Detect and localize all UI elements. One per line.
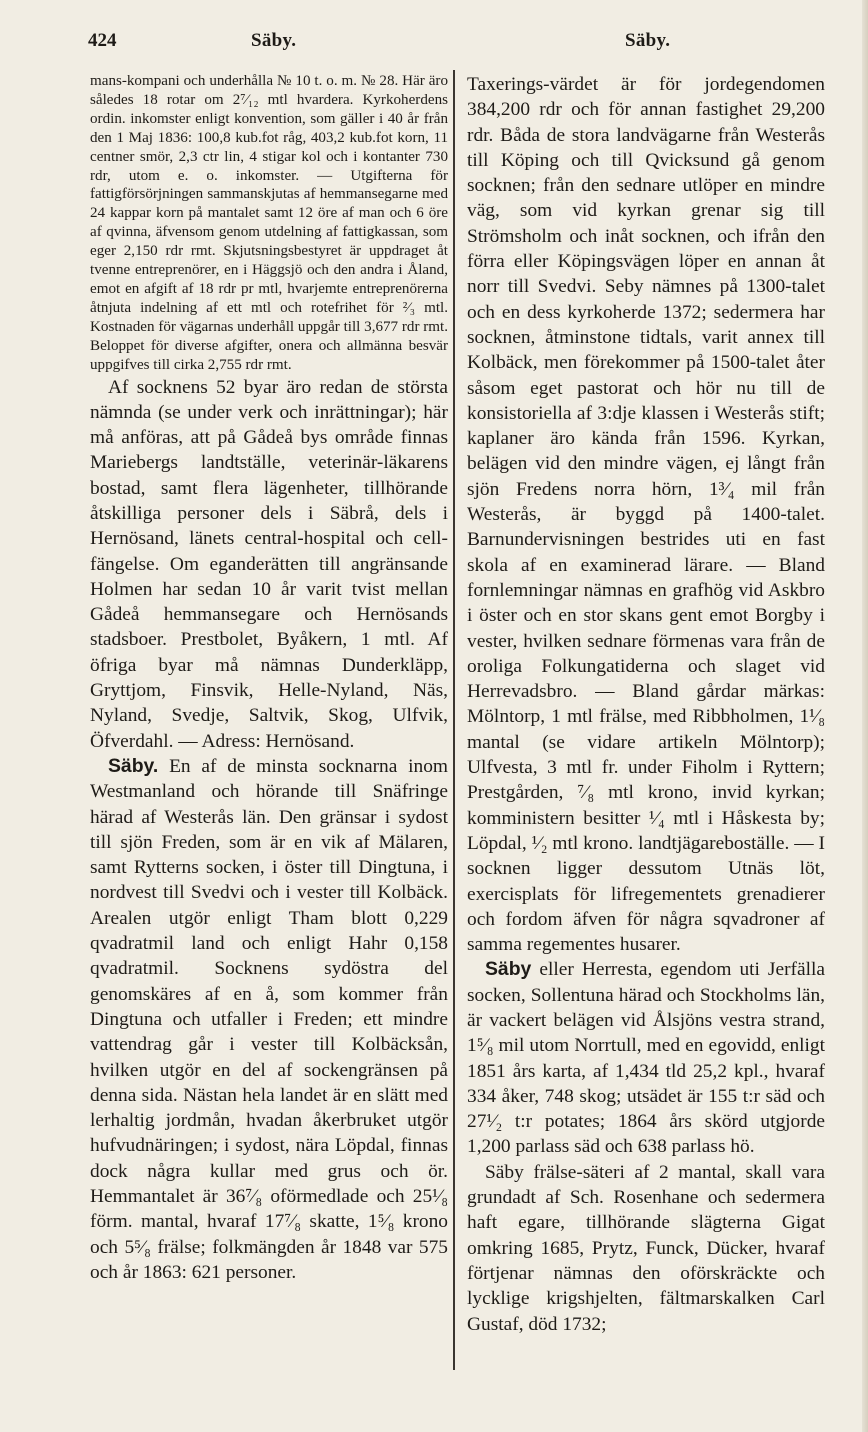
page-header	[0, 24, 868, 64]
herresta-description: eller Herresta, egendom uti Jerfälla socken, Sollentuna härad och Stockholms län, är vackert belägen vid Ålsjöns vestra strand, 1⁵⁄₈ mil utom Norrtull, med en egovidd, enligt 1851 års karta, af 1,434 tld 25,2 kpl., hvaraf 334 åker, 748 skog; utsädet är 155 t:r säd och 27¹⁄₂ t:r potates; 1864 års skörd utgjorde 1,200 parlass säd och 638 parlass hö.	[467, 959, 825, 1158]
saby-heading: Säby.	[108, 754, 159, 777]
saby-entry	[90, 754, 448, 1285]
gadea-villages-paragraph: Af socknens 52 byar äro redan de största nämnda (se under verk och inrättningar); här må anföras, att på Gådeå bys område finnas Mariebergs landtställe, veterinär-läkarens bostad, samt flera lägenheter, tillhörande åtskilliga personer dels i Säbrå, dels i Hernösand, länets central-hospital och cell-fängelse. Om eganderätten till angränsande Holmen har sedan 10 år varit tvist mellan Gådeå hemmansegare och Hernösands stadsboer. Prestbolet, Byåkern, 1 mtl. Af öfriga byar må nämnas Dunderkläpp, Gryttjom, Finsvik, Helle-Nyland, Näs, Nyland, Svedje, Saltvik, Skog, Ulfvik, Öfverdahl. — Adress: Hernösand.	[90, 376, 448, 752]
page-number: 424	[88, 30, 117, 51]
taxation-paragraph: Taxerings-värdet är för jordegendomen 384,200 rdr och för annan fastighet 29,200 rdr. Båda de stora landvägarne från Westerås till Köping och till Qvicksund gå genom socknen; från den sednare utlöper en mindre väg, som vid kyrkan grenar sig till Strömsholm och inåt socknen, och ifrån den förra eller Köpingsvägen löper en annan åt norr till Svedvi. Seby nämnes på 1300-talet och en dess kyrkoherde 1372; sedermera har socknen, åtminstone tidtals, varit annex till Kolbäck, men förekommer på 1500-talet åter såsom eget pastorat och hör nu till de konsistoriella af 3:dje klassen i Westerås stift; kaplaner äro kända från 1596. Kyrkan, belägen vid den mindre vägen, ej långt från sjön Fredens norra hörn, 1³⁄₄ mil från Westerås, är byggd på 1400-talet. Barnundervisningen bestrides uti en fast skola af en examinerad lärare. — Bland fornlemningar nämnas en grafhög vid Askbro i öster och en stor skans gent emot Borgby i vester, hvilken sednare förmenas vara från de oroliga Folkungatiderna och slaget vid Herrevadsbro. — Bland gårdar märkas: Mölntorp, 1 mtl frälse, med Ribbholmen, 1¹⁄₈ mantal (se vidare artikeln Mölntorp); Ulfvesta, 3 mtl fr. under Fiholm i Ryttern; Prestgården, ⁷⁄₈ mtl krono, invid kyrkan; komministern besitter ¹⁄₄ mtl i Håskesta by; Löpdal, ¹⁄₂ mtl krono. landtjägareboställe. — I socknen ligger dessutom Utnäs löt, exercisplats för lifregementets grenadierer och fordom äfven för några sqvadroner af samma regementes husarer.	[467, 74, 825, 956]
saby-herresta-heading: Säby	[485, 958, 532, 981]
saby-description: En af de minsta socknarna inom Westmanland och hörande till Snäfringe härad af Westerås län. Den gränsar i sydost till sjön Freden, som är en vik af Mälaren, samt Rytterns socken, i öster till Dingtuna, i nordvest till Svedvi och i vester till Kolbäck. Arealen utgör enligt Tham blott 0,229 qvadratmil land och enligt Hahr 0,158 qvadratmil. Socknens sydöstra del genomskäres af en å, som kommer från Dingtuna och utfaller i Freden; ett mindre vattendrag går i vester till Kolbäcksån, hvilken utgör en del af sockengränsen på denna sida. Nästan hela landet är en slätt med lerhaltig jordmån, hvadan åkerbruket utgör hufvudnäringen; i sydost, nära Löpdal, finnas dock några kullar med grus och ör. Hemmantalet är 36⁷⁄₈ oförmedlade och 25¹⁄₈ förm. mantal, hvaraf 17⁷⁄₈ skatte, 1⁵⁄₈ krono och 5⁵⁄₈ frälse; folkmängden år 1848 var 575 och år 1863: 621 personer.	[90, 755, 448, 1283]
right-column	[467, 72, 825, 1337]
left-column	[90, 72, 448, 1285]
running-head-left: Säby.	[251, 30, 297, 51]
frälse-säteri-paragraph: Säby frälse-säteri af 2 mantal, skall vara grundadt af Sch. Rosenhane och sedermera haft egare, tillhörande slägterna Gigat omkring 1685, Prytz, Funck, Dücker, hvaraf förtjenar nämnas den oförskräckte och lycklige krigshjelten, fältmarskalken Carl Gustaf, död 1732;	[467, 1161, 825, 1335]
page-edge-shadow	[862, 0, 868, 1432]
saby-herresta-entry	[467, 957, 825, 1159]
running-head-right: Säby.	[625, 30, 671, 51]
tax-and-duties-paragraph: mans-kompani och underhålla № 10 t. o. m. № 28. Här äro således 18 rotar om 2⁷⁄₁₂ mtl hvardera. Kyrkoherdens ordin. inkomster enligt konvention, som gäller i 40 år från den 1 Maj 1836: 100,8 kub.fot råg, 403,2 kub.fot korn, 11 centner smör, 2,3 ctr lin, 4 stigar kol och i kontanter 730 rdr, utom e. o. inkomster. — Utgifterna för fattigförsörjningen sammanskjutas af hemmansegarne med 24 kappar korn på mantalet samt 12 öre af man och 6 öre af qvinna, äfvensom genom utdelning af fattigkassan, som eger 2,150 rdr rmt. Skjutsningsbestyret är uppdraget åt tvenne entreprenörer, en i Häggsjö och den andra i Åland, emot en afgift af 18 rdr pr mtl, hvarjemte entreprenörerna åtnjuta indelning af ett mtl och rotefrihet för ²⁄₃ mtl. Kostnaden för vägarnas underhåll uppgår till 3,677 rdr rmt. Beloppet för diverse afgifter, onera och allmänna besvär uppgifves till cirka 2,755 rdr rmt.	[90, 73, 448, 373]
column-divider	[453, 70, 455, 1370]
